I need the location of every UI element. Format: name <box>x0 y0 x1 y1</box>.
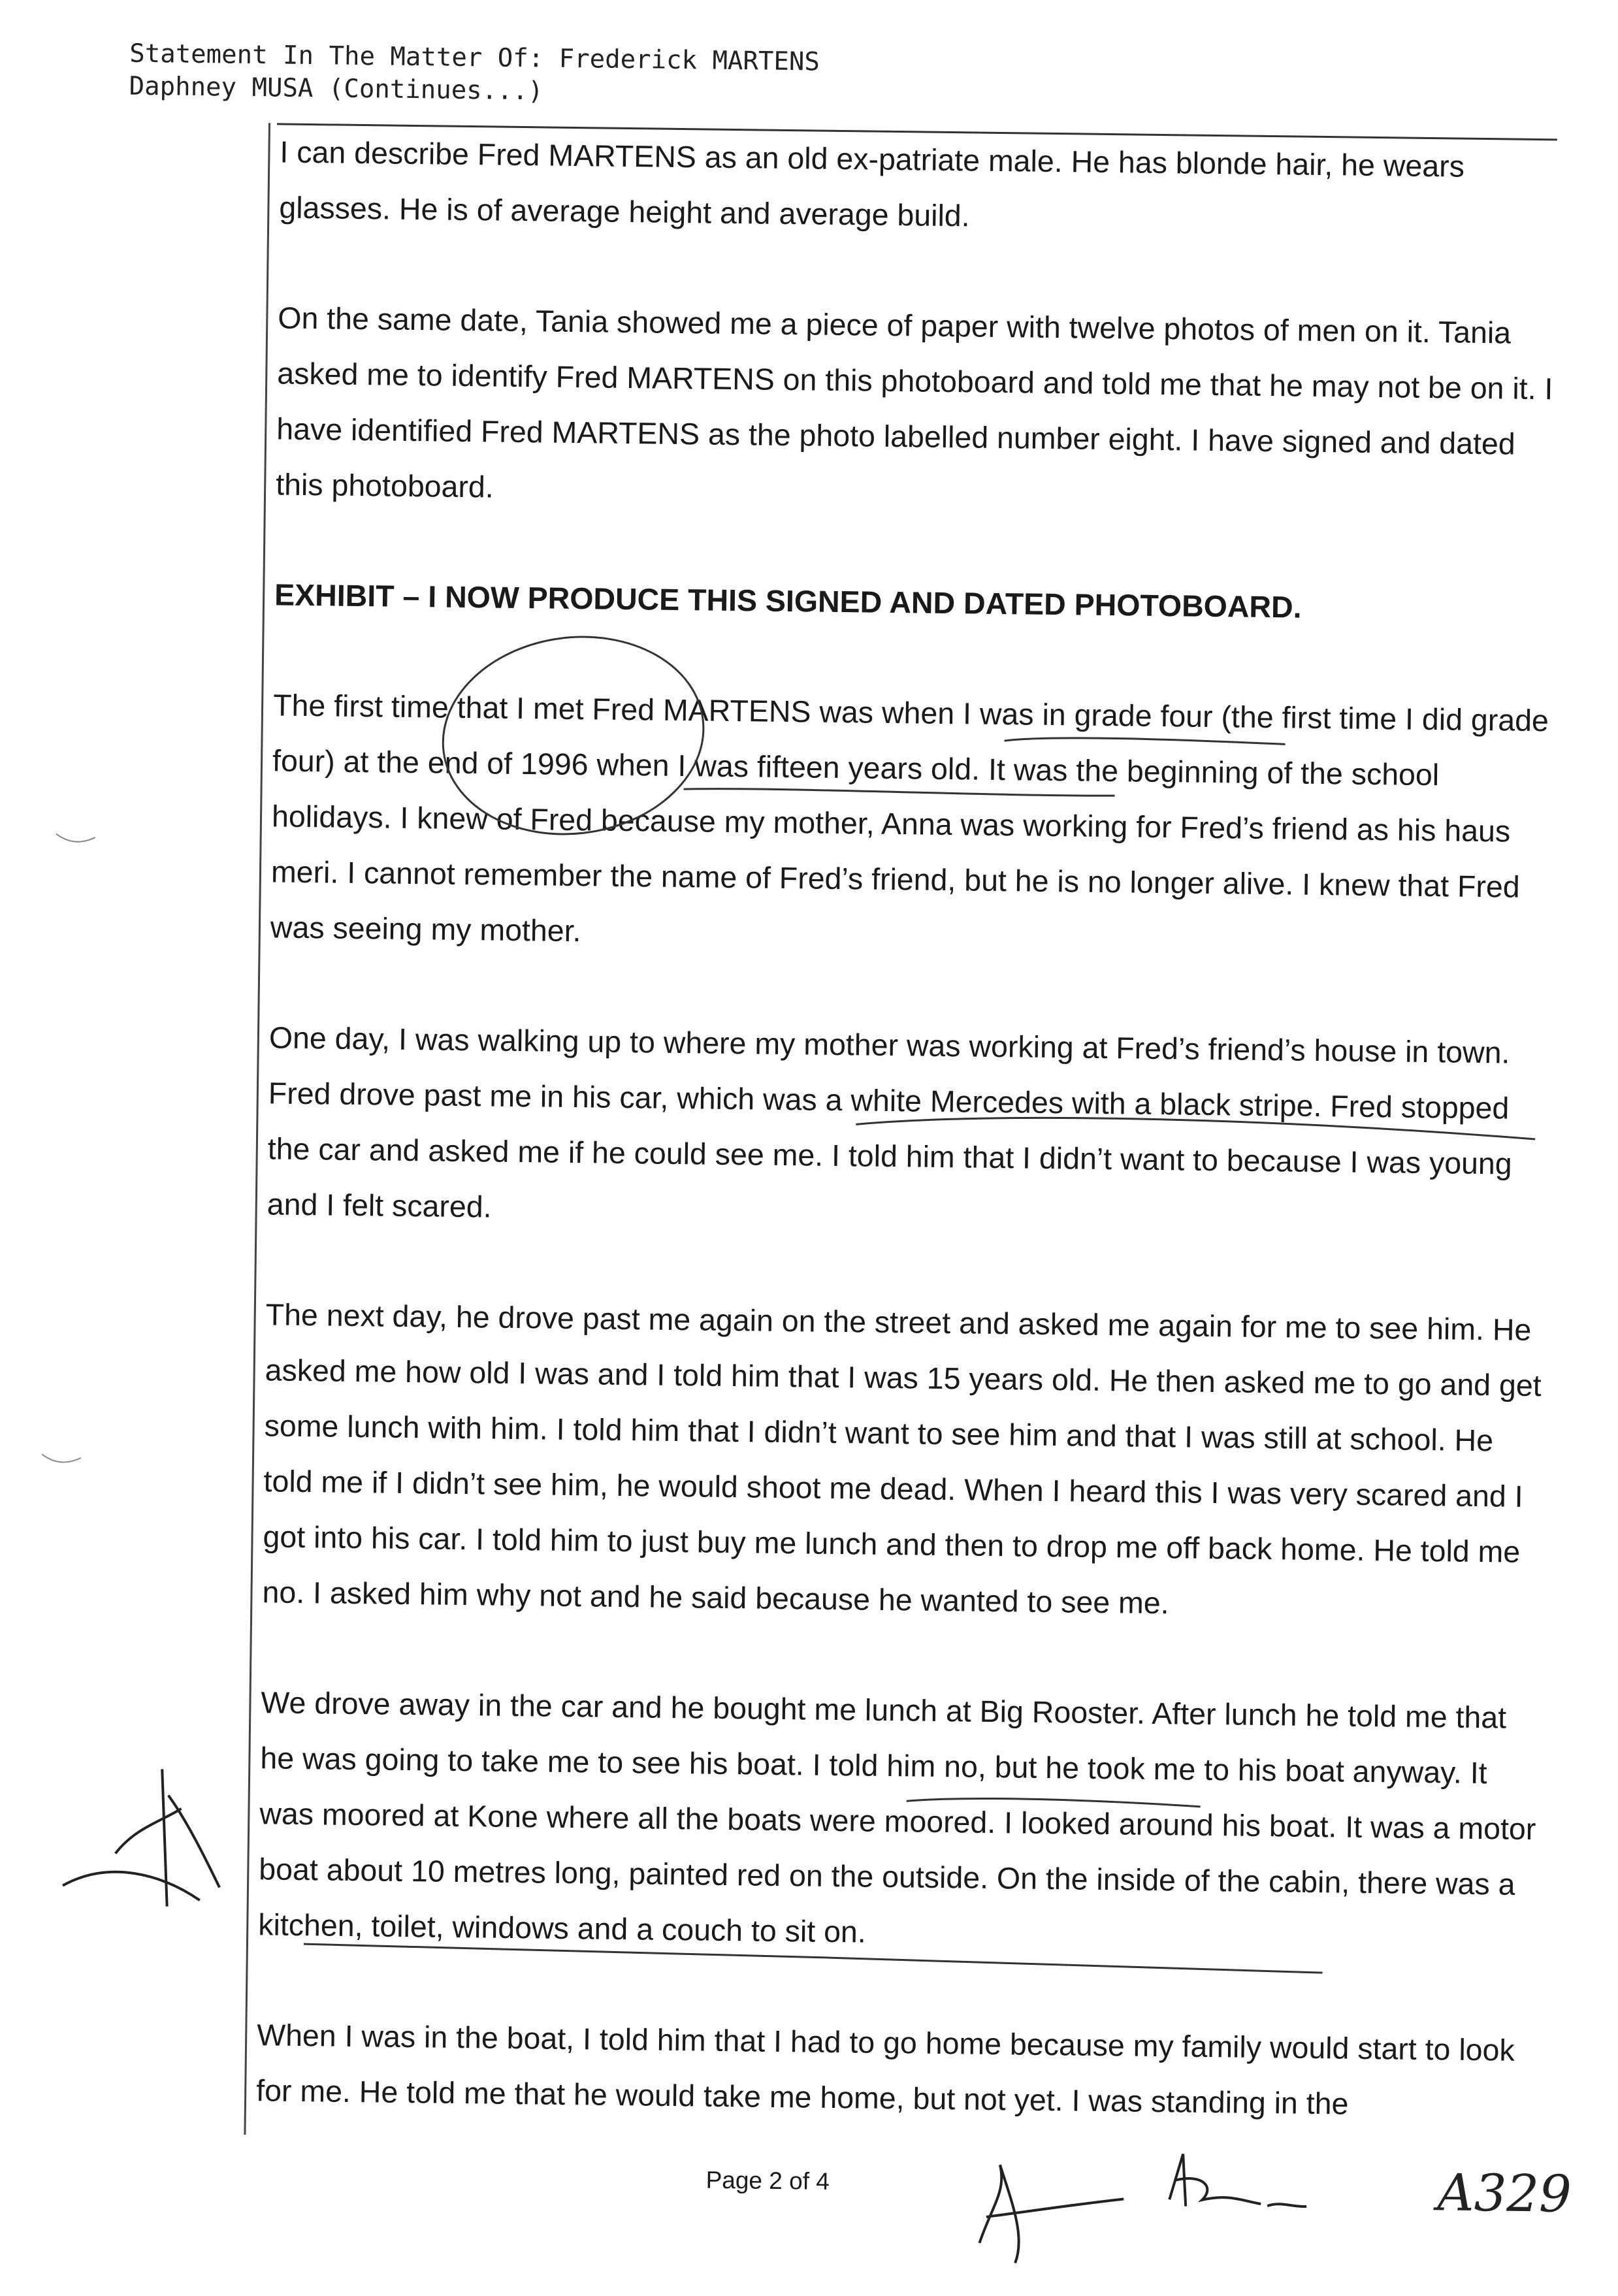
margin-initial-mark <box>63 1768 221 1907</box>
paragraph-photoboard: On the same date, Tania showed me a piece of paper with twelve photos of men on it. Tania asked me to identify Fred MARTENS on this photoboard and told me that he may not be on it. I have identified Fred MARTENS as the photo labelled number eight. I have signed and dated this photoboard. <box>275 300 1553 504</box>
statement-header <box>129 38 820 112</box>
header-title: Statement In The Matter Of: Frederick MARTENS <box>129 39 820 77</box>
exhibit-heading: EXHIBIT – I NOW PRODUCE THIS SIGNED AND DATED PHOTOBOARD. <box>274 577 1302 624</box>
signatures <box>953 2125 1595 2283</box>
signature-mark-2 <box>1169 2154 1307 2208</box>
page-number: Page 2 of 4 <box>705 2166 830 2195</box>
paragraph-first-meeting: The first time that I met Fred MARTENS was when I was in grade four (the first time I did grade four) at the end of 1996 when I was fifteen years old. It was the beginning of the school holidays. I knew of Fred because my mother, Anna was working for Fred’s friend as his haus meri. I cannot remember the name of Fred’s friend, but he is no longer alive. I knew that Fred was seeing my mother. <box>270 688 1549 948</box>
margin-tick-2 <box>42 1454 81 1463</box>
paragraph-next-day: The next day, he drove past me again on the street and asked me again for me to see him. He asked me how old I was and I told him that I was 15 years old. He then asked me to go and get some lunch with him. I told him that I didn’t want to see him and that I was still at school. He told me if I didn’t see him, he would shoot me dead. When I heard this I was very scared and I got into his car. I told him to just buy me lunch and then to drop me off back home. He told me no. I asked him why not and he said because he wanted to see me. <box>262 1297 1542 1621</box>
reference-number: A329 <box>1436 2163 1572 2224</box>
paragraph-car: One day, I was walking up to where my mother was working at Fred’s friend’s house in town. Fred drove past me in his car, which was a white Mercedes with a black stripe. Fred stopped the car and asked me if he could see me. I told him that I didn’t want to because I was young and I felt scared. <box>267 1020 1513 1224</box>
header-witness: Daphney MUSA (Continues...) <box>129 71 543 106</box>
paragraph-description: I can describe Fred MARTENS as an old ex-patriate male. He has blonde hair, he wears glasses. He is of average height and average build. <box>279 135 1465 233</box>
paragraph-in-boat: When I was in the boat, I told him that I had to go home because my family would start to look for me. He told me that he would take me home, but not yet. I was standing in the <box>255 2018 1515 2121</box>
paragraph-boat: We drove away in the car and he bought me lunch at Big Rooster. After lunch he told me that he was going to take me to see his boat. I told him no, but he took me to his boat anyway. It was moored at Kone where all the boats were moored. I looked around his boat. It was a motor boat about 10 metres long, painted red on the outside. On the inside of the cabin, there was a kitchen, toilet, windows and a couch to sit on. <box>258 1685 1536 1949</box>
signature-mark-1 <box>979 2165 1124 2265</box>
margin-tick-1 <box>56 833 95 842</box>
statement-body <box>255 124 1561 2189</box>
